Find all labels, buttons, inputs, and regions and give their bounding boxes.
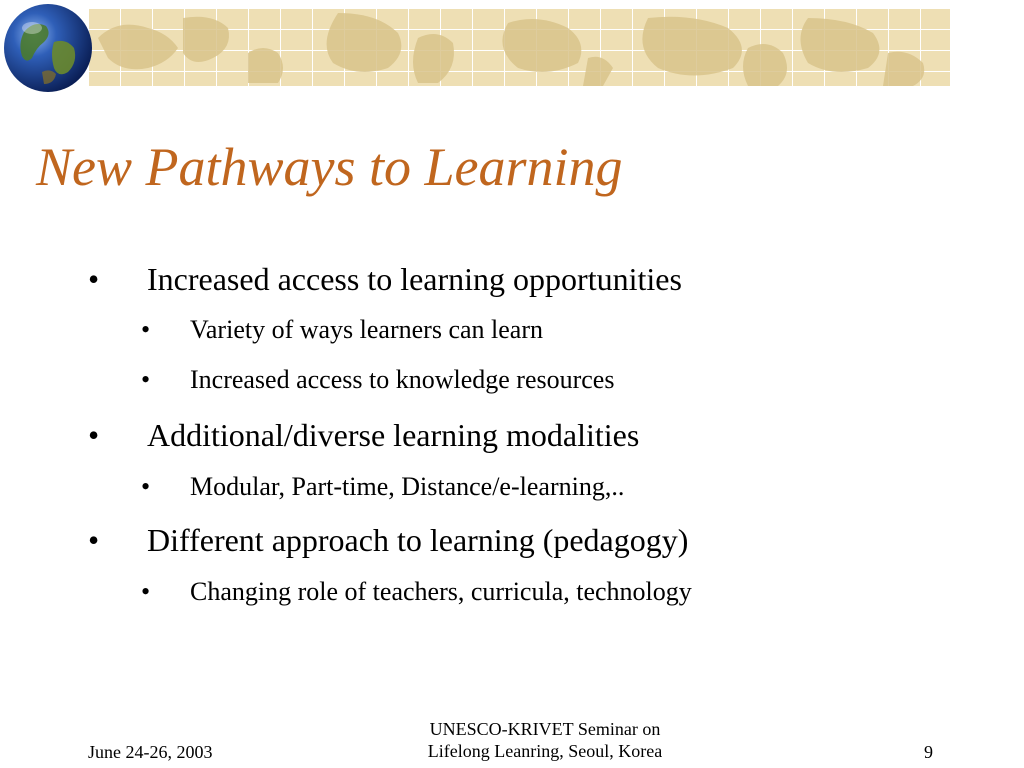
bullet-marker: • (141, 472, 151, 501)
bullet-item-level2: Changing role of teachers, curricula, technology (190, 577, 692, 606)
footer-event-line2: Lifelong Leanring, Seoul, Korea (427, 741, 663, 761)
bullet-marker: • (141, 365, 151, 394)
page-number: 9 (924, 742, 933, 762)
bullet-marker: • (88, 261, 100, 297)
bullet-item-level2: Modular, Part-time, Distance/e-learning,.. (190, 472, 625, 501)
bullet-item-level1: Increased access to learning opportunities (147, 261, 682, 297)
bullet-item-level1: Different approach to learning (pedagogy) (147, 522, 689, 558)
footer-event-line1: UNESCO-KRIVET Seminar on (429, 719, 661, 739)
bullet-item-level2: Increased access to knowledge resources (190, 365, 615, 394)
slide-title: New Pathways to Learning (36, 137, 623, 197)
bullet-item-level2: Variety of ways learners can learn (190, 315, 543, 344)
globe-icon (2, 2, 94, 94)
bullet-marker: • (141, 315, 151, 344)
bullet-marker: • (141, 577, 151, 606)
footer-event (380, 718, 710, 762)
world-map-silhouette (88, 8, 950, 86)
footer-date: June 24-26, 2003 (88, 742, 213, 762)
world-map-banner (88, 8, 950, 86)
bullet-marker: • (88, 417, 100, 453)
bullet-item-level1: Additional/diverse learning modalities (147, 417, 640, 453)
bullet-marker: • (88, 522, 100, 558)
